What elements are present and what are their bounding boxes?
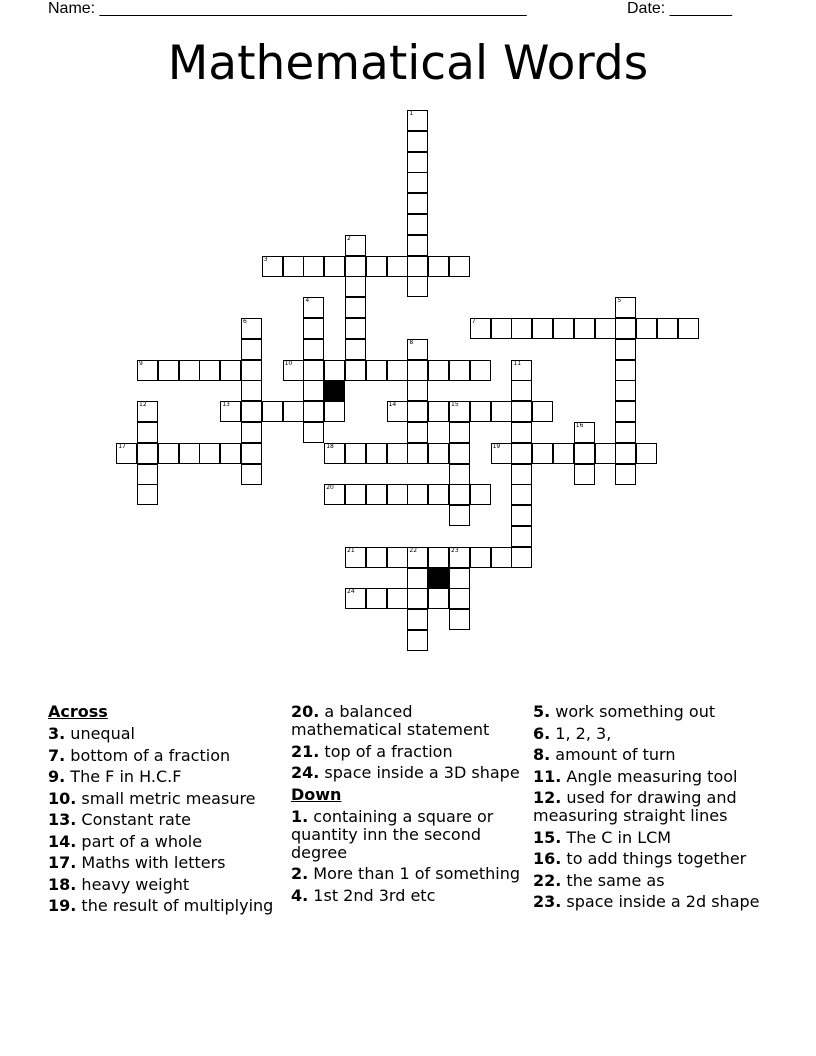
grid-cell[interactable] [387,443,408,464]
clue-item [48,725,280,743]
clue-number: 21. [291,741,320,761]
grid-cell[interactable] [407,152,428,173]
clue-text: The C in LCM [561,827,672,847]
clue-item [291,764,527,782]
grid-cell[interactable] [345,360,366,381]
clue-item [533,768,765,786]
clue-text: space inside a 2d shape [561,892,760,911]
clue-item [48,747,280,765]
grid-cell[interactable] [303,380,324,401]
cell-number: 1 [409,110,414,117]
grid-cell[interactable] [428,484,449,505]
grid-cell[interactable] [137,484,158,505]
grid-cell[interactable] [470,360,491,381]
cell-number: 9 [139,359,143,367]
cell-number: 15 [451,401,459,409]
grid-cell[interactable] [241,422,262,443]
grid-cell[interactable] [470,484,491,505]
grid-cell[interactable] [407,609,428,630]
grid-cell[interactable] [262,256,283,277]
cell-number: 16 [575,422,584,429]
grid-cell[interactable] [324,401,345,422]
grid-cell[interactable] [241,360,262,381]
grid-cell[interactable] [199,443,220,464]
cell-number: 17 [118,442,126,450]
grid-cell[interactable] [387,588,408,609]
grid-cell[interactable] [407,443,428,464]
grid-cell[interactable] [366,588,387,609]
grid-cell[interactable] [574,318,595,339]
grid-cell[interactable] [262,401,283,422]
clue-item [291,865,527,883]
grid-cell[interactable] [407,630,428,651]
clue-number: 3. [48,724,66,743]
cell-number: 3 [263,255,268,263]
grid-cell[interactable] [615,360,636,381]
grid-cell[interactable] [137,422,158,443]
grid-cell[interactable] [407,256,428,277]
grid-cell[interactable] [511,360,532,381]
grid-cell[interactable] [303,360,324,381]
grid-cell[interactable] [553,443,574,464]
grid-cell[interactable] [615,380,636,401]
clue-number: 17. [48,853,77,872]
grid-cell[interactable] [428,443,449,464]
clue-number: 1. [291,806,309,826]
grid-cell[interactable] [595,318,616,339]
grid-cell[interactable] [615,401,636,422]
grid-cell[interactable] [407,401,428,422]
grid-cell[interactable] [179,360,200,381]
clue-item [533,829,765,847]
grid-cell[interactable] [449,547,470,568]
grid-cell[interactable] [407,131,428,152]
grid-cell[interactable] [345,484,366,505]
grid-cell[interactable] [407,588,428,609]
grid-cell[interactable] [407,380,428,401]
clue-number: 14. [48,831,77,851]
grid-cell[interactable] [615,443,636,464]
clue-item [48,790,280,808]
grid-cell[interactable] [449,609,470,630]
cell-number: 13 [222,401,230,409]
grid-cell[interactable] [574,422,595,443]
clue-text: small metric measure [76,788,256,808]
clue-text: top of a fraction [319,741,453,761]
grid-cell[interactable] [241,443,262,464]
clue-text: a balanced mathematical statement [291,702,490,739]
clue-text: The F in H.C.F [65,767,182,786]
clue-item [48,876,280,894]
clue-item [533,725,765,743]
clue-item [533,746,765,764]
cell-number: 21 [347,546,355,554]
grid-cell[interactable] [220,360,241,381]
clue-item [533,789,765,825]
grid-cell[interactable] [532,318,553,339]
clue-item [533,893,765,911]
clue-text: used for drawing and measuring straight lines [533,788,737,825]
grid-cell[interactable] [345,318,366,339]
clue-text: heavy weight [76,874,190,894]
clue-item [291,887,527,905]
grid-cell[interactable] [345,297,366,318]
grid-cell[interactable] [491,547,512,568]
clue-text: 1st 2nd 3rd etc [308,885,436,905]
grid-cell[interactable] [449,505,470,526]
cell-number: 4 [305,297,310,305]
clue-number: 18. [48,874,77,894]
clues-column-1 [48,703,280,919]
grid-cell[interactable] [449,484,470,505]
clue-number: 2. [291,864,309,883]
grid-cell[interactable] [491,318,512,339]
clue-number: 10. [48,788,77,808]
clue-number: 15. [533,827,562,847]
grid-cell[interactable] [137,443,158,464]
name-field: Name: ________________________________________________ [48,0,527,17]
cell-number: 8 [409,338,414,346]
clue-text: amount of turn [550,745,676,764]
clue-item [291,703,527,739]
grid-cell[interactable] [324,256,345,277]
grid-cell[interactable] [387,256,408,277]
grid-cell[interactable] [449,443,470,464]
grid-cell[interactable] [345,547,366,568]
cell-number: 18 [326,442,334,450]
grid-cell[interactable] [283,256,304,277]
clue-number: 23. [533,892,562,911]
grid-cell[interactable] [678,318,699,339]
cell-number: 22 [409,546,418,554]
cell-number: 12 [139,401,147,409]
grid-cell[interactable] [220,401,241,422]
clue-number: 9. [48,767,66,786]
clue-item [48,811,280,829]
grid-cell[interactable] [283,360,304,381]
cell-number: 19 [492,442,501,450]
grid-cell[interactable] [407,193,428,214]
grid-cell[interactable] [449,256,470,277]
grid-cell[interactable] [241,380,262,401]
clue-text: the result of multiplying [76,896,274,915]
grid-cell[interactable] [428,547,449,568]
grid-cell[interactable] [407,339,428,360]
clue-item [533,703,765,721]
grid-cell[interactable] [615,318,636,339]
cell-number: 14 [388,401,397,409]
grid-cell[interactable] [345,235,366,256]
clues-column-2 [291,703,527,908]
grid-cell[interactable] [532,443,553,464]
grid-cell[interactable] [345,339,366,360]
clue-item [291,743,527,761]
grid-cell[interactable] [387,484,408,505]
clue-item [48,897,280,915]
clue-number: 19. [48,896,77,915]
date-field: Date: _______ [627,0,732,17]
clue-text: Maths with letters [76,853,226,872]
clue-text: space inside a 3D shape [319,763,520,782]
grid-cell[interactable] [470,547,491,568]
clue-item [48,833,280,851]
clue-number: 8. [533,745,551,764]
grid-cell[interactable] [137,464,158,485]
grid-cell[interactable] [303,318,324,339]
grid-cell[interactable] [428,401,449,422]
clue-number: 6. [533,723,551,743]
grid-cell[interactable] [553,318,574,339]
grid-cell[interactable] [449,422,470,443]
grid-cell[interactable] [470,318,491,339]
clue-item [533,850,765,868]
grid-cell[interactable] [324,443,345,464]
grid-cell[interactable] [615,422,636,443]
grid-cell[interactable] [574,443,595,464]
grid-cell[interactable] [511,547,532,568]
grid-cell[interactable] [449,464,470,485]
clue-text: More than 1 of something [308,864,520,883]
black-cell [324,380,345,401]
grid-cell[interactable] [511,318,532,339]
grid-cell[interactable] [137,360,158,381]
grid-cell[interactable] [532,401,553,422]
clue-text: 1, 2, 3, [550,723,612,743]
clue-text: work something out [550,702,716,721]
grid-cell[interactable] [303,401,324,422]
cell-number: 24 [347,588,355,596]
clue-number: 12. [533,788,562,807]
clues-column-3 [533,703,765,915]
grid-cell[interactable] [407,214,428,235]
grid-cell[interactable] [303,297,324,318]
grid-cell[interactable] [158,360,179,381]
grid-cell[interactable] [615,464,636,485]
clue-text: to add things together [561,849,747,868]
grid-cell[interactable] [595,443,616,464]
grid-cell[interactable] [220,443,241,464]
grid-cell[interactable] [615,339,636,360]
grid-cell[interactable] [574,464,595,485]
clue-number: 11. [533,766,562,786]
grid-cell[interactable] [511,422,532,443]
grid-cell[interactable] [511,464,532,485]
grid-cell[interactable] [366,547,387,568]
grid-cell[interactable] [511,484,532,505]
grid-cell[interactable] [241,401,262,422]
cell-number: 6 [243,318,247,325]
grid-cell[interactable] [407,547,428,568]
grid-cell[interactable] [387,547,408,568]
grid-cell[interactable] [470,401,491,422]
grid-cell[interactable] [345,443,366,464]
across-heading: Across [48,702,108,721]
grid-cell[interactable] [407,360,428,381]
grid-cell[interactable] [407,484,428,505]
grid-cell[interactable] [449,588,470,609]
grid-cell[interactable] [303,422,324,443]
down-heading: Down [291,784,342,804]
grid-cell[interactable] [366,360,387,381]
grid-cell[interactable] [116,443,137,464]
grid-cell[interactable] [199,360,220,381]
grid-cell[interactable] [241,464,262,485]
cell-number: 11 [513,359,522,367]
clue-text: bottom of a fraction [65,745,231,765]
cell-number: 7 [471,318,476,325]
grid-cell[interactable] [511,526,532,547]
grid-cell[interactable] [511,380,532,401]
grid-cell[interactable] [366,256,387,277]
grid-cell[interactable] [511,443,532,464]
grid-cell[interactable] [491,443,512,464]
grid-cell[interactable] [636,318,657,339]
clue-text: unequal [65,724,135,743]
cell-number: 20 [326,484,334,492]
grid-cell[interactable] [366,443,387,464]
grid-cell[interactable] [428,588,449,609]
cell-number: 5 [617,297,622,305]
cell-number: 2 [347,234,351,242]
clue-number: 4. [291,885,309,905]
grid-cell[interactable] [407,235,428,256]
grid-cell[interactable] [324,360,345,381]
grid-cell[interactable] [158,443,179,464]
grid-cell[interactable] [241,339,262,360]
grid-cell[interactable] [345,588,366,609]
grid-cell[interactable] [407,172,428,193]
grid-cell[interactable] [303,256,324,277]
grid-cell[interactable] [407,110,428,131]
grid-cell[interactable] [407,568,428,589]
grid-cell[interactable] [449,568,470,589]
page-title: Mathematical Words [167,36,649,91]
grid-cell[interactable] [491,401,512,422]
clue-item [48,768,280,786]
grid-cell[interactable] [366,484,387,505]
grid-cell[interactable] [241,318,262,339]
grid-cell[interactable] [428,360,449,381]
grid-cell[interactable] [345,276,366,297]
clue-number: 22. [533,870,562,890]
grid-cell[interactable] [345,256,366,277]
grid-cell[interactable] [657,318,678,339]
grid-cell[interactable] [387,360,408,381]
clue-number: 7. [48,745,66,765]
clue-number: 16. [533,849,562,868]
clue-number: 20. [291,702,320,721]
grid-cell[interactable] [449,360,470,381]
clue-text: Angle measuring tool [561,766,738,786]
grid-cell[interactable] [636,443,657,464]
cell-number: 10 [284,359,293,367]
grid-cell[interactable] [407,422,428,443]
clue-text: containing a square or quantity inn the second degree [291,806,494,862]
black-cell [428,568,449,589]
clue-text: part of a whole [76,831,203,851]
clue-text: Constant rate [76,810,191,829]
grid-cell[interactable] [407,276,428,297]
clue-number: 13. [48,810,77,829]
clue-number: 5. [533,702,551,721]
grid-cell[interactable] [137,401,158,422]
cell-number: 23 [451,546,459,554]
clue-item [291,808,527,862]
grid-cell[interactable] [428,256,449,277]
grid-cell[interactable] [449,401,470,422]
clue-text: the same as [561,870,665,890]
grid-cell[interactable] [387,401,408,422]
grid-cell[interactable] [511,401,532,422]
grid-cell[interactable] [179,443,200,464]
grid-cell[interactable] [615,297,636,318]
clue-number: 24. [291,763,320,782]
grid-cell[interactable] [511,505,532,526]
clue-item [533,872,765,890]
grid-cell[interactable] [324,484,345,505]
grid-cell[interactable] [303,339,324,360]
grid-cell[interactable] [283,401,304,422]
clue-item [48,854,280,872]
